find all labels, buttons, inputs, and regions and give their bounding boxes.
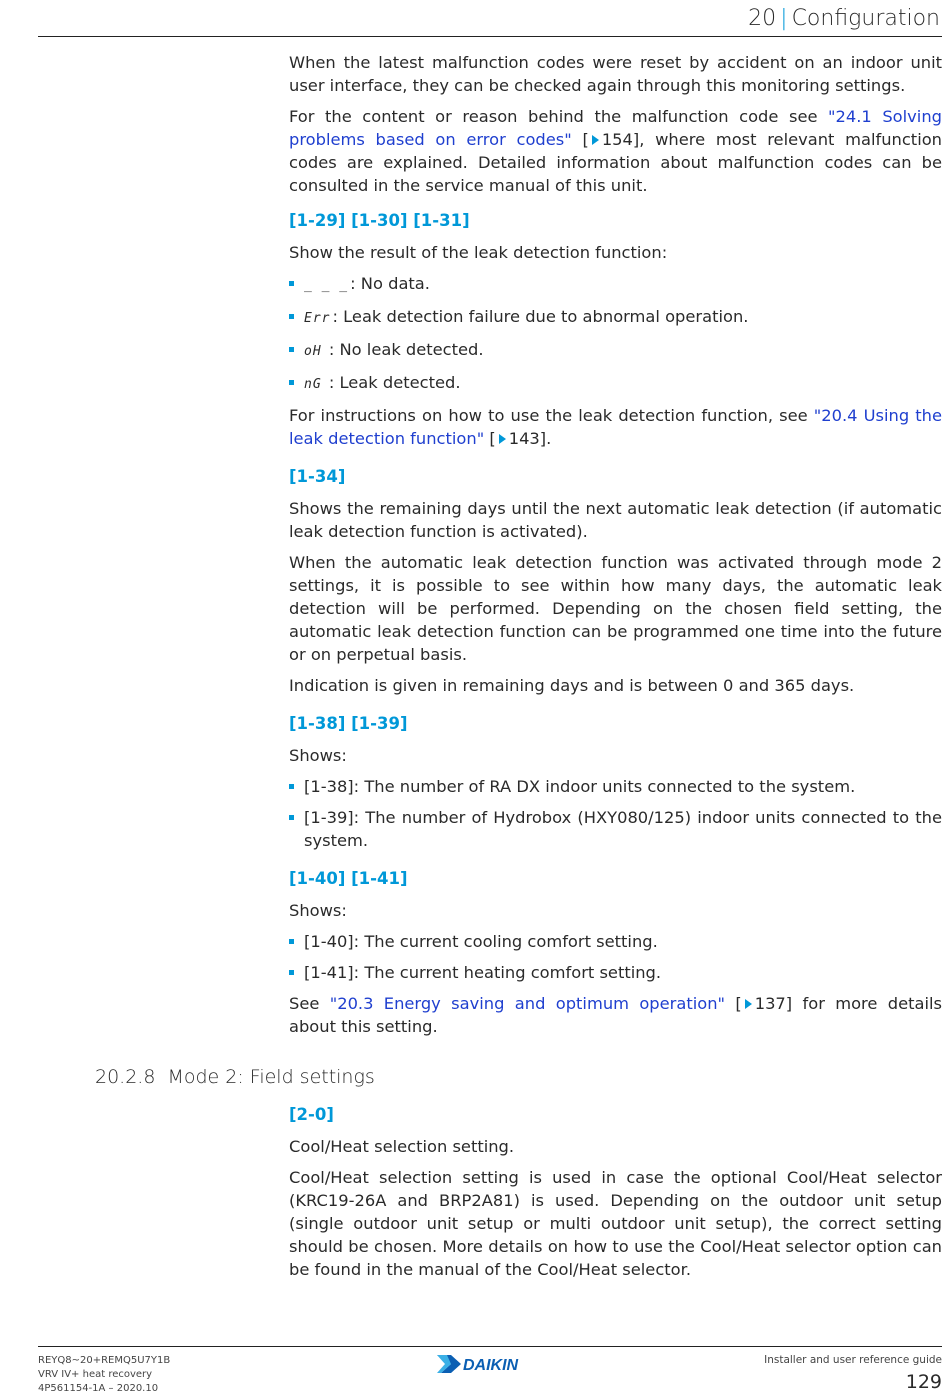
display-code: Err <box>304 311 331 326</box>
chapter-number: 20 <box>748 6 777 31</box>
paragraph: Shows: <box>289 746 347 765</box>
setting-heading: [2-0] <box>289 1105 334 1124</box>
paragraph: When the latest malfunction codes were reset by accident on an indoor unit user interface, they can be checked again through this monitoring settings. <box>289 53 942 95</box>
page-arrow-icon <box>592 135 599 145</box>
cross-reference-link[interactable]: "24.1 Solving problems based on error codes" <box>289 107 942 149</box>
setting-heading: [1-38] [1-39] <box>289 714 408 733</box>
page-reference[interactable]: 143 <box>508 429 540 448</box>
footer-divider <box>38 1346 942 1347</box>
daikin-logo <box>437 1353 545 1375</box>
page-arrow-icon <box>745 999 752 1009</box>
page-header <box>38 6 942 37</box>
paragraph: See "20.3 Energy saving and optimum operation" [ 137] for more details about this setting. <box>289 994 942 1036</box>
paragraph: Indication is given in remaining days and is between 0 and 365 days. <box>289 676 855 695</box>
section-content <box>289 1104 942 1289</box>
paragraph: Cool/Heat selection setting. <box>289 1137 515 1156</box>
header-separator: | <box>780 6 788 31</box>
display-code: _ _ _ <box>304 278 349 293</box>
footer-guide <box>764 1354 942 1393</box>
list-item: [1-38]: The number of RA DX indoor units connected to the system. <box>289 775 942 798</box>
footer-product: VRV IV+ heat recovery <box>38 1369 153 1380</box>
footer-info <box>38 1354 170 1396</box>
display-code: nG <box>304 377 322 392</box>
bullet-list <box>289 930 942 984</box>
cross-reference-link[interactable]: "20.3 Energy saving and optimum operation" <box>329 994 726 1013</box>
chapter-heading <box>748 6 940 31</box>
chapter-title: Configuration <box>791 6 940 31</box>
list-item: nG : Leak detected. <box>289 371 942 396</box>
list-item: oH : No leak detected. <box>289 338 942 363</box>
paragraph: Cool/Heat selection setting is used in case the optional Cool/Heat selector (KRC19-26A and BRP2A81) is used. Depending on the outdoor unit setup (single outdoor unit setup or multi outdoor unit setup), the correct setting should be chosen. More details on how to use the Cool/Heat selector option can be found in the manual of the Cool/Heat selector. <box>289 1168 942 1279</box>
main-content <box>289 51 942 1046</box>
section-heading <box>95 1066 375 1088</box>
setting-heading: [1-40] [1-41] <box>289 869 408 888</box>
paragraph: For the content or reason behind the malfunction code see "24.1 Solving problems based on error codes" [ 154], where most relevant malfunction codes are explained. Detailed information about malfunction codes can be consulted in the service manual of this unit. <box>289 107 942 195</box>
cross-reference-link[interactable]: "20.4 Using the leak detection function" <box>289 406 942 448</box>
page-arrow-icon <box>499 434 506 444</box>
list-item: [1-40]: The current cooling comfort setting. <box>289 930 942 953</box>
daikin-logo-text: DAIKIN <box>463 1357 519 1374</box>
paragraph: For instructions on how to use the leak detection function, see "20.4 Using the leak detection function" [ 143]. <box>289 406 942 448</box>
list-item: Err : Leak detection failure due to abnormal operation. <box>289 305 942 330</box>
footer-guide-title: Installer and user reference guide <box>764 1354 942 1366</box>
page-number: 129 <box>905 1371 942 1393</box>
page-reference[interactable]: 154 <box>601 130 633 149</box>
footer-doc-id: 4P561154-1A – 2020.10 <box>38 1383 159 1394</box>
bullet-list <box>289 775 942 852</box>
display-code: oH <box>304 344 322 359</box>
list-item: [1-39]: The number of Hydrobox (HXY080/125) indoor units connected to the system. <box>289 806 942 852</box>
setting-heading: [1-29] [1-30] [1-31] <box>289 211 470 230</box>
paragraph: When the automatic leak detection function was activated through mode 2 settings, it is possible to see within how many days, the automatic leak detection will be performed. Depending on the chosen field setting, the automatic leak detection function can be programmed one time into the future or on perpetual basis. <box>289 553 942 664</box>
paragraph: Shows the remaining days until the next automatic leak detection (if automatic leak detection function is activated). <box>289 499 942 541</box>
bullet-list <box>289 272 942 396</box>
section-number: 20.2.8 <box>95 1066 156 1088</box>
paragraph: Show the result of the leak detection function: <box>289 243 668 262</box>
page-reference[interactable]: 137 <box>754 994 786 1013</box>
list-item: [1-41]: The current heating comfort setting. <box>289 961 942 984</box>
paragraph: Shows: <box>289 901 347 920</box>
list-item: _ _ _ : No data. <box>289 272 942 297</box>
section-title: Mode 2: Field settings <box>167 1066 375 1088</box>
setting-heading: [1-34] <box>289 467 346 486</box>
footer-model: REYQ8~20+REMQ5U7Y1B <box>38 1355 171 1366</box>
